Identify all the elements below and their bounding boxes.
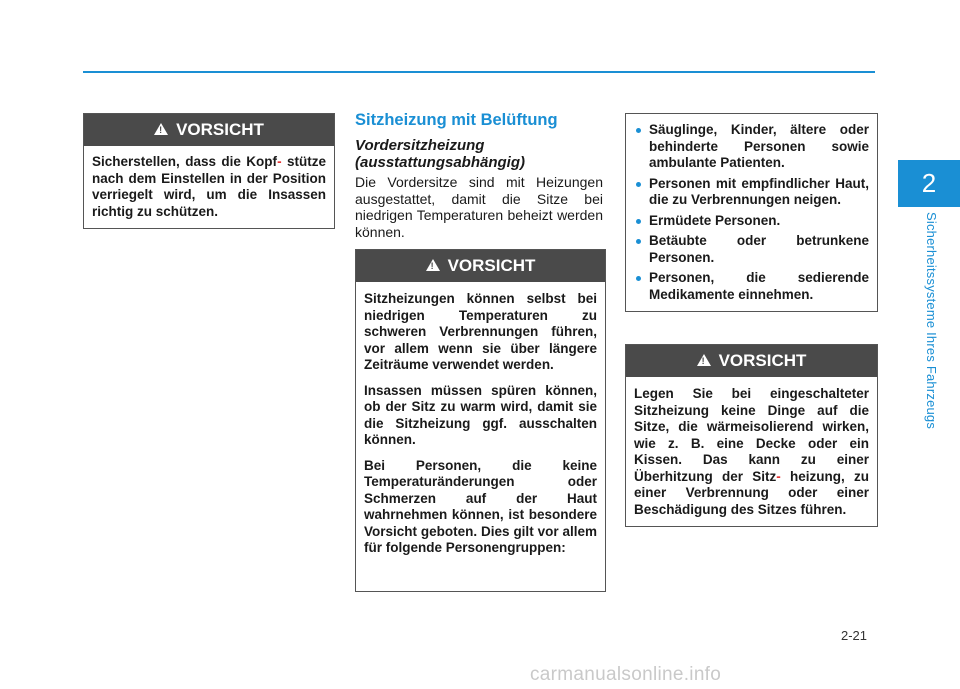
list-item: Personen mit empfindlicher Haut, die zu Verbrennungen neigen. (636, 176, 869, 209)
caution-paragraph: Sitzheizungen können selbst bei niedrigen Temperaturen zu schweren Verbrennungen führen, vor allem wenn sie über längere Zeiträume verwendet werden. (364, 291, 597, 372)
caution-label: VORSICHT (718, 351, 807, 370)
section-heading: Sitzheizung mit Belüftung (355, 111, 558, 129)
person-group-list-box (625, 113, 878, 312)
caution-box-headrest (83, 113, 335, 229)
chapter-number-tab (898, 160, 960, 207)
subsection-heading (355, 137, 555, 171)
page-number: 2-21 (841, 628, 868, 643)
caution-paragraph: Bei Personen, die keine Temperaturänderungen oder Schmerzen auf der Haut wahrnehmen können, ist besondere Vorsicht geboten. Dies gilt vor allem für folgende Personengruppen: (364, 457, 597, 555)
chapter-number: 2 (921, 168, 937, 198)
caution-header (626, 345, 877, 377)
list-item: Säuglinge, Kinder, ältere oder behinderte Personen sowie ambulante Patienten. (636, 122, 869, 172)
caution-header (356, 250, 605, 282)
caution-paragraph: Insassen müssen spüren können, ob der Sitz zu warm wird, damit sie die Sitzheizung ggf. ausschalten können. (364, 382, 597, 447)
hyphen-mark: - (776, 468, 781, 484)
warning-triangle-icon (697, 354, 711, 366)
watermark: carmanualsonline.info (530, 664, 722, 685)
list-item: Ermüdete Personen. (636, 213, 869, 230)
header-rule (83, 71, 875, 73)
caution-text-part: Sicherstellen, dass die Kopf (92, 154, 278, 169)
caution-label: VORSICHT (176, 120, 264, 139)
caution-header (84, 114, 334, 146)
subsection-heading-text: Vordersitzheizung (ausstattungsabhängig) (355, 137, 526, 171)
hyphen-mark: - (277, 154, 282, 169)
chapter-title: Sicherheitssysteme Ihres Fahrzeugs (924, 212, 939, 430)
caution-box-insulating-objects (625, 344, 878, 527)
caution-text (356, 282, 605, 565)
caution-text-part: stütze nach dem Einstellen in der Position verriegelt wird, um die Insassen richtig zu schützen. (92, 154, 326, 219)
caution-text (84, 146, 334, 228)
list-item: Betäubte oder betrunkene Personen. (636, 233, 869, 266)
caution-text-part: heizung, zu einer Verbrennung oder einer Beschädigung des Sitzes führen. (634, 468, 869, 517)
caution-box-seat-heating (355, 249, 606, 592)
intro-paragraph: Die Vordersitze sind mit Heizungen ausgestattet, damit die Sitze bei niedrigen Temperaturen beheizt werden können. (355, 174, 603, 240)
caution-label: VORSICHT (447, 256, 536, 275)
warning-triangle-icon (426, 259, 440, 271)
person-group-list (626, 114, 877, 311)
caution-text (626, 377, 877, 526)
list-item: Personen, die sedierende Medikamente einnehmen. (636, 270, 869, 303)
caution-text-part: Legen Sie bei eingeschalteter Sitzheizung keine Dinge auf die Sitze, die wärmeisolierend wirken, wie z. B. eine Decke oder ein Kissen. Das kann zu einer Überhitzung der Sitz (634, 386, 869, 484)
warning-triangle-icon (154, 123, 168, 135)
